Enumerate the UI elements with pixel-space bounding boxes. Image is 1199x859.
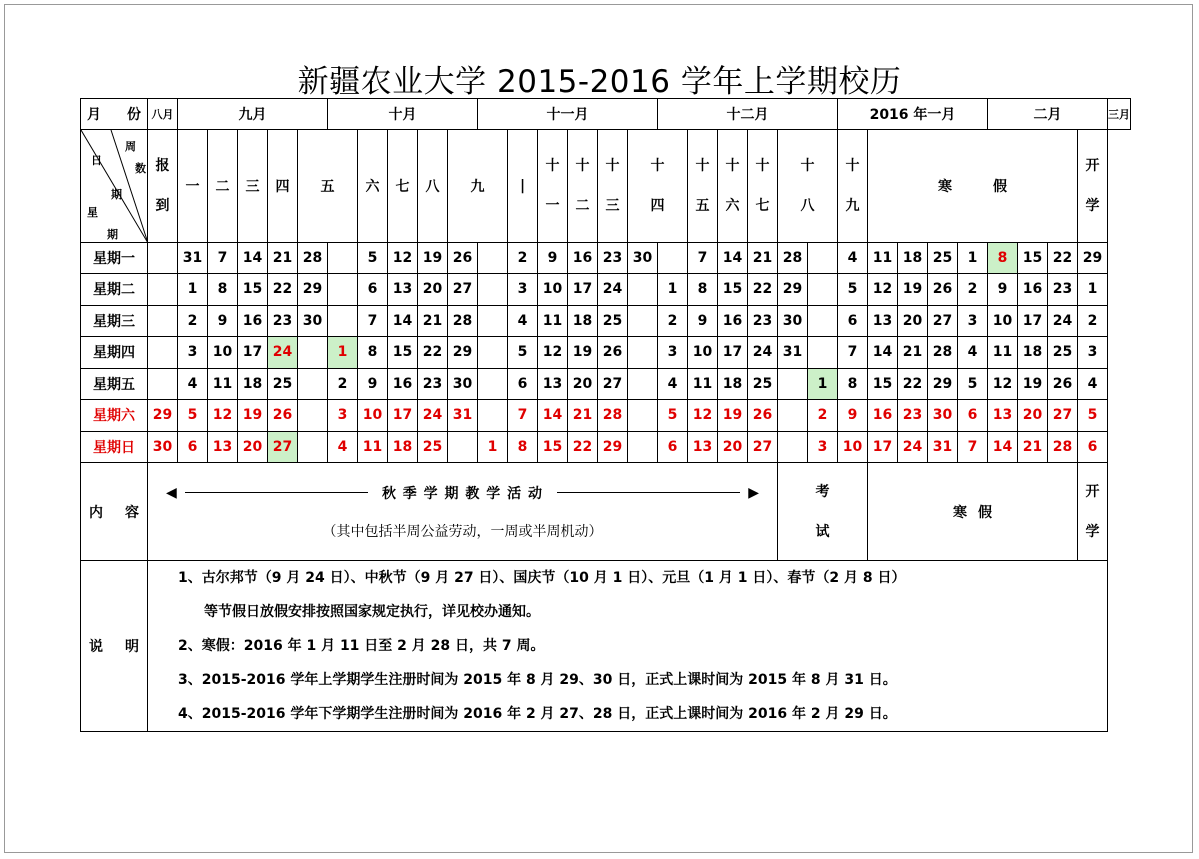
date-cell: 3 — [958, 305, 988, 337]
date-cell: 25 — [1048, 337, 1078, 369]
date-cell: 17 — [238, 337, 268, 369]
date-cell: 22 — [418, 337, 448, 369]
corner-header: 周 数 日 期 星 期 — [81, 130, 148, 243]
date-cell: 22 — [568, 431, 598, 463]
week-header: 十 五 — [688, 130, 718, 243]
weekday-label: 星期日 — [81, 431, 148, 463]
date-cell: 3 — [508, 274, 538, 306]
date-cell: 20 — [238, 431, 268, 463]
date-cell: 31 — [448, 400, 478, 432]
date-cell — [298, 337, 328, 369]
week-header: | — [508, 130, 538, 243]
date-cell: 9 — [208, 305, 238, 337]
date-cell — [148, 243, 178, 274]
date-cell: 3 — [808, 431, 838, 463]
date-cell: 21 — [1018, 431, 1048, 463]
week-header: 四 — [268, 130, 298, 243]
date-cell: 30 — [778, 305, 808, 337]
note-line: 等节假日放假安排按照国家规定执行，详见校办通知。 — [190, 604, 540, 620]
date-cell: 31 — [778, 337, 808, 369]
date-cell: 12 — [988, 368, 1018, 400]
date-cell: 12 — [388, 243, 418, 274]
date-cell: 22 — [898, 368, 928, 400]
date-cell: 8 — [508, 431, 538, 463]
date-cell: 3 — [1078, 337, 1108, 369]
date-cell: 1 — [328, 337, 358, 369]
week-header: 八 — [418, 130, 448, 243]
month-header: 八月 — [148, 99, 178, 130]
date-cell: 5 — [508, 337, 538, 369]
date-cell: 4 — [178, 368, 208, 400]
date-cell: 16 — [568, 243, 598, 274]
date-cell: 19 — [1018, 368, 1048, 400]
date-cell: 18 — [1018, 337, 1048, 369]
date-cell: 6 — [958, 400, 988, 432]
date-cell: 15 — [1018, 243, 1048, 274]
date-cell: 26 — [598, 337, 628, 369]
date-cell: 1 — [808, 368, 838, 400]
date-cell: 25 — [598, 305, 628, 337]
date-cell: 20 — [718, 431, 748, 463]
date-cell: 17 — [388, 400, 418, 432]
date-cell: 28 — [298, 243, 328, 274]
date-cell — [628, 368, 658, 400]
date-cell: 2 — [328, 368, 358, 400]
date-cell — [808, 305, 838, 337]
date-cell: 4 — [1078, 368, 1108, 400]
date-cell: 8 — [358, 337, 388, 369]
date-cell: 14 — [988, 431, 1018, 463]
date-cell: 21 — [748, 243, 778, 274]
date-cell: 1 — [958, 243, 988, 274]
date-cell: 29 — [778, 274, 808, 306]
date-cell: 9 — [688, 305, 718, 337]
date-cell: 1 — [178, 274, 208, 306]
date-cell: 14 — [538, 400, 568, 432]
date-cell: 29 — [298, 274, 328, 306]
school-calendar-table — [80, 98, 1131, 732]
date-cell: 14 — [388, 305, 418, 337]
date-cell: 27 — [598, 368, 628, 400]
date-cell — [808, 274, 838, 306]
month-header: 十二月 — [658, 99, 838, 130]
date-cell: 21 — [418, 305, 448, 337]
date-cell: 16 — [238, 305, 268, 337]
date-cell: 2 — [1078, 305, 1108, 337]
teaching-activity: ◀ 秋 季 学 期 教 学 活 动 ▶ （其中包括半周公益劳动，一周或半周机动） — [148, 463, 778, 561]
date-cell: 1 — [478, 431, 508, 463]
date-cell: 24 — [418, 400, 448, 432]
weekday-label: 星期六 — [81, 400, 148, 432]
date-cell: 29 — [448, 337, 478, 369]
date-cell: 26 — [928, 274, 958, 306]
date-cell: 2 — [508, 243, 538, 274]
date-cell: 18 — [718, 368, 748, 400]
note-line: 1、古尔邦节（9 月 24 日）、中秋节（9 月 27 日）、国庆节（10 月 1 日）、元旦（1 月 1 日）、春节（2 月 8 日） — [178, 570, 906, 586]
month-label: 月 份 — [81, 99, 148, 130]
date-cell — [328, 274, 358, 306]
date-cell: 6 — [178, 431, 208, 463]
date-cell: 9 — [538, 243, 568, 274]
weekday-label: 星期五 — [81, 368, 148, 400]
date-cell: 10 — [838, 431, 868, 463]
date-cell: 23 — [268, 305, 298, 337]
date-cell: 12 — [868, 274, 898, 306]
date-cell: 28 — [598, 400, 628, 432]
date-cell: 16 — [388, 368, 418, 400]
date-cell: 26 — [748, 400, 778, 432]
date-cell: 7 — [958, 431, 988, 463]
date-cell — [478, 305, 508, 337]
date-cell: 9 — [358, 368, 388, 400]
date-cell — [478, 337, 508, 369]
weekday-label: 星期三 — [81, 305, 148, 337]
date-cell: 12 — [538, 337, 568, 369]
date-cell — [298, 400, 328, 432]
date-cell: 16 — [868, 400, 898, 432]
date-cell: 18 — [568, 305, 598, 337]
date-cell: 4 — [508, 305, 538, 337]
date-cell — [328, 305, 358, 337]
date-cell: 19 — [898, 274, 928, 306]
date-cell: 6 — [838, 305, 868, 337]
date-cell: 9 — [838, 400, 868, 432]
date-cell — [808, 337, 838, 369]
date-cell: 19 — [718, 400, 748, 432]
date-cell: 30 — [148, 431, 178, 463]
date-cell: 13 — [688, 431, 718, 463]
date-cell — [298, 431, 328, 463]
date-cell — [478, 243, 508, 274]
date-cell: 28 — [1048, 431, 1078, 463]
date-cell: 16 — [1018, 274, 1048, 306]
date-cell — [148, 337, 178, 369]
date-cell: 21 — [898, 337, 928, 369]
date-cell: 23 — [1048, 274, 1078, 306]
date-cell: 30 — [298, 305, 328, 337]
date-cell: 17 — [718, 337, 748, 369]
date-cell: 29 — [1078, 243, 1108, 274]
date-cell: 21 — [568, 400, 598, 432]
week-header: 十 二 — [568, 130, 598, 243]
date-cell — [478, 400, 508, 432]
weekday-label: 星期一 — [81, 243, 148, 274]
week-header: 九 — [448, 130, 508, 243]
date-cell: 7 — [358, 305, 388, 337]
date-cell: 22 — [268, 274, 298, 306]
date-cell — [628, 305, 658, 337]
date-cell: 22 — [1048, 243, 1078, 274]
date-cell: 4 — [328, 431, 358, 463]
date-cell: 2 — [178, 305, 208, 337]
date-cell: 9 — [988, 274, 1018, 306]
date-cell: 19 — [568, 337, 598, 369]
date-cell: 1 — [658, 274, 688, 306]
date-cell: 27 — [1048, 400, 1078, 432]
date-cell: 27 — [268, 431, 298, 463]
date-cell: 6 — [658, 431, 688, 463]
date-cell: 3 — [178, 337, 208, 369]
winter-break-header: 寒 假 — [868, 130, 1078, 243]
date-cell: 26 — [268, 400, 298, 432]
date-cell: 25 — [928, 243, 958, 274]
date-cell: 11 — [538, 305, 568, 337]
date-cell: 21 — [268, 243, 298, 274]
date-cell: 8 — [688, 274, 718, 306]
date-cell: 24 — [268, 337, 298, 369]
date-cell — [448, 431, 478, 463]
date-cell: 17 — [868, 431, 898, 463]
date-cell — [778, 400, 808, 432]
date-cell — [658, 243, 688, 274]
date-cell — [478, 368, 508, 400]
date-cell — [328, 243, 358, 274]
month-header: 2016 年一月 — [838, 99, 988, 130]
week-header: 十 九 — [838, 130, 868, 243]
date-cell: 11 — [868, 243, 898, 274]
date-cell: 6 — [358, 274, 388, 306]
date-cell: 24 — [1048, 305, 1078, 337]
date-cell: 17 — [568, 274, 598, 306]
week-header: 十 七 — [748, 130, 778, 243]
date-cell: 22 — [748, 274, 778, 306]
date-cell: 7 — [508, 400, 538, 432]
date-cell: 13 — [208, 431, 238, 463]
date-cell: 15 — [718, 274, 748, 306]
week-header: 报 到 — [148, 130, 178, 243]
week-header: 十 四 — [628, 130, 688, 243]
date-cell: 26 — [1048, 368, 1078, 400]
date-cell: 10 — [988, 305, 1018, 337]
date-cell: 31 — [178, 243, 208, 274]
date-cell: 29 — [598, 431, 628, 463]
date-cell: 11 — [988, 337, 1018, 369]
date-cell: 4 — [838, 243, 868, 274]
date-cell — [148, 305, 178, 337]
date-cell: 13 — [388, 274, 418, 306]
date-cell: 5 — [838, 274, 868, 306]
date-cell: 28 — [928, 337, 958, 369]
date-cell: 23 — [598, 243, 628, 274]
date-cell: 16 — [718, 305, 748, 337]
date-cell: 25 — [748, 368, 778, 400]
date-cell: 5 — [658, 400, 688, 432]
date-cell: 2 — [658, 305, 688, 337]
date-cell: 31 — [928, 431, 958, 463]
date-cell — [808, 243, 838, 274]
date-cell: 17 — [1018, 305, 1048, 337]
date-cell: 23 — [418, 368, 448, 400]
month-header: 二月 — [988, 99, 1108, 130]
date-cell: 10 — [358, 400, 388, 432]
date-cell: 26 — [448, 243, 478, 274]
date-cell: 30 — [448, 368, 478, 400]
date-cell: 19 — [238, 400, 268, 432]
date-cell — [628, 400, 658, 432]
date-cell: 15 — [538, 431, 568, 463]
date-cell: 15 — [238, 274, 268, 306]
date-cell: 20 — [898, 305, 928, 337]
date-cell — [148, 274, 178, 306]
date-cell: 1 — [1078, 274, 1108, 306]
date-cell: 30 — [928, 400, 958, 432]
date-cell: 24 — [898, 431, 928, 463]
page-title: 新疆农业大学 2015-2016 学年上学期校历 — [297, 64, 902, 100]
weekday-label: 星期二 — [81, 274, 148, 306]
week-header: 一 — [178, 130, 208, 243]
date-cell: 5 — [358, 243, 388, 274]
exam-period: 考 试 — [778, 463, 868, 561]
week-header: 七 — [388, 130, 418, 243]
date-cell: 20 — [1018, 400, 1048, 432]
date-cell: 7 — [838, 337, 868, 369]
week-header: 十 三 — [598, 130, 628, 243]
date-cell: 5 — [958, 368, 988, 400]
date-cell: 23 — [898, 400, 928, 432]
date-cell: 13 — [538, 368, 568, 400]
date-cell: 29 — [928, 368, 958, 400]
date-cell: 11 — [688, 368, 718, 400]
date-cell: 6 — [508, 368, 538, 400]
weekday-label: 星期四 — [81, 337, 148, 369]
date-cell: 6 — [1078, 431, 1108, 463]
date-cell: 15 — [388, 337, 418, 369]
date-cell: 7 — [688, 243, 718, 274]
date-cell: 10 — [688, 337, 718, 369]
date-cell: 25 — [418, 431, 448, 463]
date-cell: 20 — [418, 274, 448, 306]
date-cell: 20 — [568, 368, 598, 400]
content-label: 内 容 — [81, 463, 148, 561]
date-cell: 18 — [898, 243, 928, 274]
date-cell — [628, 431, 658, 463]
date-cell — [478, 274, 508, 306]
date-cell — [298, 368, 328, 400]
note-line: 3、2015-2016 学年上学期学生注册时间为 2015 年 8 月 29、30 日，正式上课时间为 2015 年 8 月 31 日。 — [178, 672, 897, 688]
note-line: 4、2015-2016 学年下学期学生注册时间为 2016 年 2 月 27、28 日，正式上课时间为 2016 年 2 月 29 日。 — [178, 706, 897, 722]
date-cell: 24 — [748, 337, 778, 369]
date-cell — [148, 368, 178, 400]
date-cell — [628, 337, 658, 369]
date-cell: 8 — [208, 274, 238, 306]
month-header: 十一月 — [478, 99, 658, 130]
date-cell: 25 — [268, 368, 298, 400]
date-cell: 10 — [538, 274, 568, 306]
date-cell — [778, 431, 808, 463]
month-header: 三月 — [1108, 99, 1131, 130]
note-line: 2、寒假：2016 年 1 月 11 日至 2 月 28 日，共 7 周。 — [178, 638, 545, 654]
date-cell — [778, 368, 808, 400]
date-cell: 14 — [868, 337, 898, 369]
week-header: 五 — [298, 130, 358, 243]
date-cell: 12 — [208, 400, 238, 432]
month-header: 十月 — [328, 99, 478, 130]
date-cell: 4 — [958, 337, 988, 369]
date-cell: 14 — [238, 243, 268, 274]
date-cell: 10 — [208, 337, 238, 369]
week-header: 二 — [208, 130, 238, 243]
date-cell: 3 — [658, 337, 688, 369]
week-header: 六 — [358, 130, 388, 243]
date-cell: 2 — [958, 274, 988, 306]
date-cell: 15 — [868, 368, 898, 400]
date-cell: 28 — [448, 305, 478, 337]
date-cell: 27 — [448, 274, 478, 306]
start-term: 开 学 — [1078, 463, 1108, 561]
week-header: 十 八 — [778, 130, 838, 243]
date-cell: 3 — [328, 400, 358, 432]
week-header: 十 六 — [718, 130, 748, 243]
date-cell: 23 — [748, 305, 778, 337]
date-cell: 14 — [718, 243, 748, 274]
week-header: 开 学 — [1078, 130, 1108, 243]
date-cell: 11 — [208, 368, 238, 400]
date-cell: 8 — [988, 243, 1018, 274]
date-cell: 28 — [778, 243, 808, 274]
winter-break: 寒 假 — [868, 463, 1078, 561]
date-cell: 30 — [628, 243, 658, 274]
notes-label: 说 明 — [81, 561, 148, 732]
date-cell: 18 — [388, 431, 418, 463]
date-cell: 27 — [928, 305, 958, 337]
date-cell: 12 — [688, 400, 718, 432]
date-cell: 8 — [838, 368, 868, 400]
date-cell: 5 — [178, 400, 208, 432]
date-cell: 29 — [148, 400, 178, 432]
date-cell: 13 — [988, 400, 1018, 432]
month-header: 九月 — [178, 99, 328, 130]
date-cell: 13 — [868, 305, 898, 337]
date-cell — [628, 274, 658, 306]
date-cell: 24 — [598, 274, 628, 306]
date-cell: 7 — [208, 243, 238, 274]
week-header: 三 — [238, 130, 268, 243]
date-cell: 11 — [358, 431, 388, 463]
date-cell: 5 — [1078, 400, 1108, 432]
date-cell: 19 — [418, 243, 448, 274]
date-cell: 18 — [238, 368, 268, 400]
date-cell: 27 — [748, 431, 778, 463]
notes-content — [148, 561, 1108, 732]
date-cell: 4 — [658, 368, 688, 400]
week-header: 十 一 — [538, 130, 568, 243]
date-cell: 2 — [808, 400, 838, 432]
